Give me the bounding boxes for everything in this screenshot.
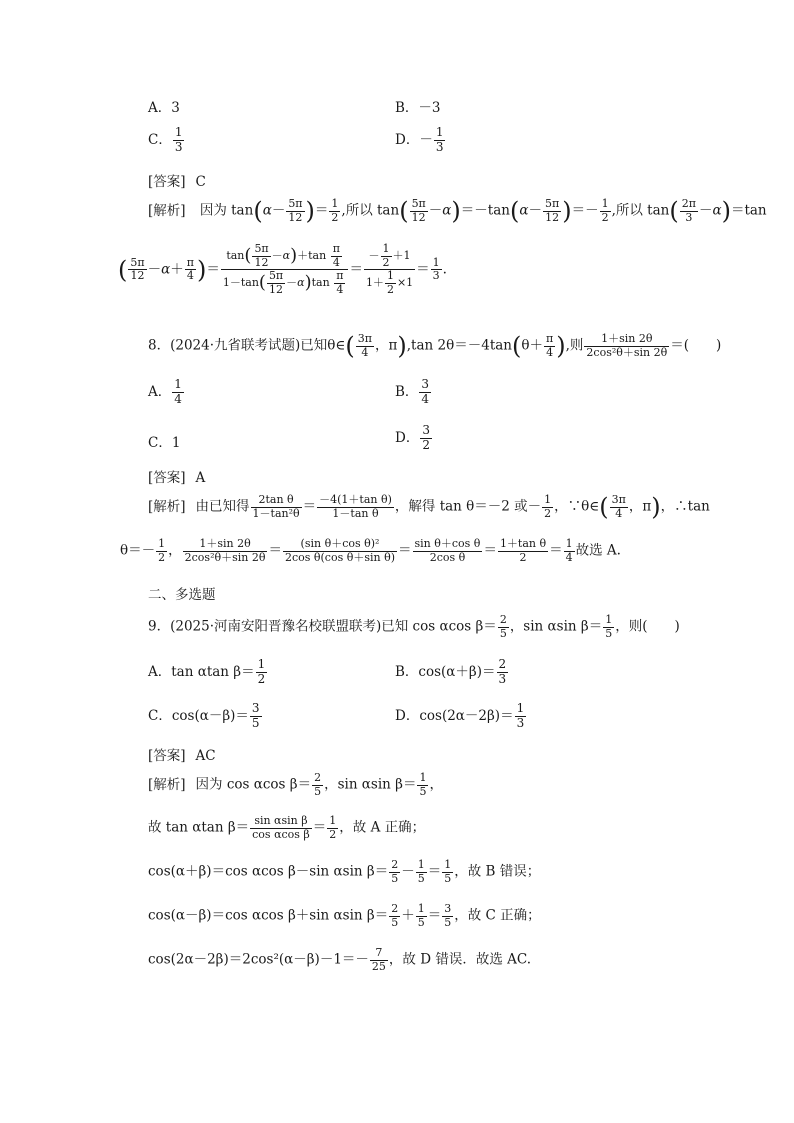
q8-explanation-line-2: θ＝－ $\frac{1}{2}$ ， $\frac{1+\sin 2\theta}{\text{2cos²θ＋sin 2θ}}$ ＝ $\frac{\text{(sin θ＋cos θ)²}}{\text{2cos θ(cos θ＋sin θ)}}$ ＝ $\frac{\text{sin θ＋cos θ}}{\text{2cos θ}}$ ＝ $\frac{\text{1＋tan θ}}{2}$ ＝ $\frac{1}{4}$ 故选 A. [120, 537, 621, 564]
q7-option-b: B．－3 [395, 100, 441, 116]
q9-explanation-line-3: cos(α＋β)＝cos αcos β－sin αsin β＝ $\frac{2}{5}$ － $\frac{1}{5}$ ＝ $\frac{1}{5}$ ，故 B 错误； [148, 858, 541, 885]
q8-options-row-2 [148, 423, 684, 452]
q7-option-c: C． $\frac{1}{3}$ [148, 125, 183, 154]
q9-option-b: B．cos(α＋β)＝ $\frac{2}{3}$ [395, 657, 507, 686]
q9-stem: 9．(2025·河南安阳晋豫名校联盟联考)已知 cos αcos β＝ $\frac{2}{5}$ ，sin αsin β＝ $\frac{1}{5}$ ，则( ) [148, 613, 680, 640]
q7-explanation-line-1: [解析] 因为 tan(α－ $\frac{5\pi}{12}$ )＝ $\frac{1}{2}$ ,所以 tan( $\frac{5\pi}{12}$ －α)＝－tan(α－ $\frac{5\pi}{12}$ )＝－ $\frac{1}{2}$ ,所以 tan( $\frac{2\pi}{3}$ －α)＝tan [148, 197, 767, 226]
q9-option-a: A．tan αtan β＝ $\frac{1}{2}$ [148, 657, 266, 686]
q9-option-c: C．cos(α－β)＝ $\frac{3}{5}$ [148, 701, 260, 730]
q9-explanation-line-1: [解析] 因为 cos αcos β＝ $\frac{2}{5}$ ，sin αsin β＝ $\frac{1}{5}$ ， [148, 771, 443, 798]
q8-option-a: A． $\frac{1}{4}$ [148, 377, 182, 406]
q7-option-a: A．3 [148, 100, 180, 116]
section-title: 二、多选题 [148, 587, 216, 603]
q8-option-b: B． $\frac{3}{4}$ [395, 377, 430, 406]
q8-explanation-line-1: [解析] 由已知得 $\frac{\text{2tan θ}}{\text{1－tan²θ}}$ ＝ $\frac{\text{－4(1＋tan θ)}}{\text{1－tan θ}}$ ，解得 tan θ＝－2 或－ $\frac{1}{2}$ ，∵θ∈( $\frac{3\pi}{4}$ ，π)，∴tan [148, 493, 710, 522]
q8-stem: 8．(2024·九省联考试题)已知θ∈( $\frac{3\pi}{4}$ ，π),tan 2θ＝－4tan(θ＋ $\frac{\pi}{4}$ ),则 $\frac{1+\sin 2\theta}{\text{2cos²θ＋sin 2θ}}$ ＝( ) [148, 332, 722, 361]
q9-option-d: D．cos(2α－2β)＝ $\frac{1}{3}$ [395, 701, 525, 730]
q9-explanation-line-5: cos(2α－2β)＝2cos²(α－β)－1＝－ $\frac{7}{25}$ ，故 D 错误．故选 AC. [148, 946, 532, 973]
q7-explanation-line-2: ( $\frac{5\pi}{12}$ －α＋ $\frac{\pi}{4}$ )＝ tan( $\frac{5\pi}{12}$ －α)＋tan $\frac{\pi}{4}$ 1－tan( $\frac{5\pi}{12}$ －α)tan $\frac{\pi}{4}$ ＝ － $\frac{1}{2}$ ＋1 1＋ $\frac{1}{2}$ ×1 ＝ $\frac{1}{3}$ . [118, 242, 447, 296]
q7-option-d: D．－ $\frac{1}{3}$ [395, 125, 444, 154]
q7-answer: [答案] C [148, 174, 206, 190]
q8-options-row-1 [148, 378, 684, 407]
q9-options-row-2 [148, 702, 684, 731]
q7-options-row-2 [148, 126, 684, 155]
q9-answer: [答案] AC [148, 748, 216, 764]
q8-option-c: C．1 [148, 435, 181, 451]
q9-explanation-line-4: cos(α－β)＝cos αcos β＋sin αsin β＝ $\frac{2}{5}$ ＋ $\frac{1}{5}$ ＝ $\frac{3}{5}$ ，故 C 正确； [148, 902, 541, 929]
q8-answer: [答案] A [148, 470, 206, 486]
q9-options-row-1 [148, 658, 684, 687]
q7-options-row-1 [148, 96, 684, 116]
q8-option-d: D． $\frac{3}{2}$ [395, 423, 430, 452]
q9-explanation-line-2: 故 tan αtan β＝ $\frac{\text{sin αsin β}}{\text{cos αcos β}}$ ＝ $\frac{1}{2}$ ，故 A 正确； [148, 814, 426, 841]
